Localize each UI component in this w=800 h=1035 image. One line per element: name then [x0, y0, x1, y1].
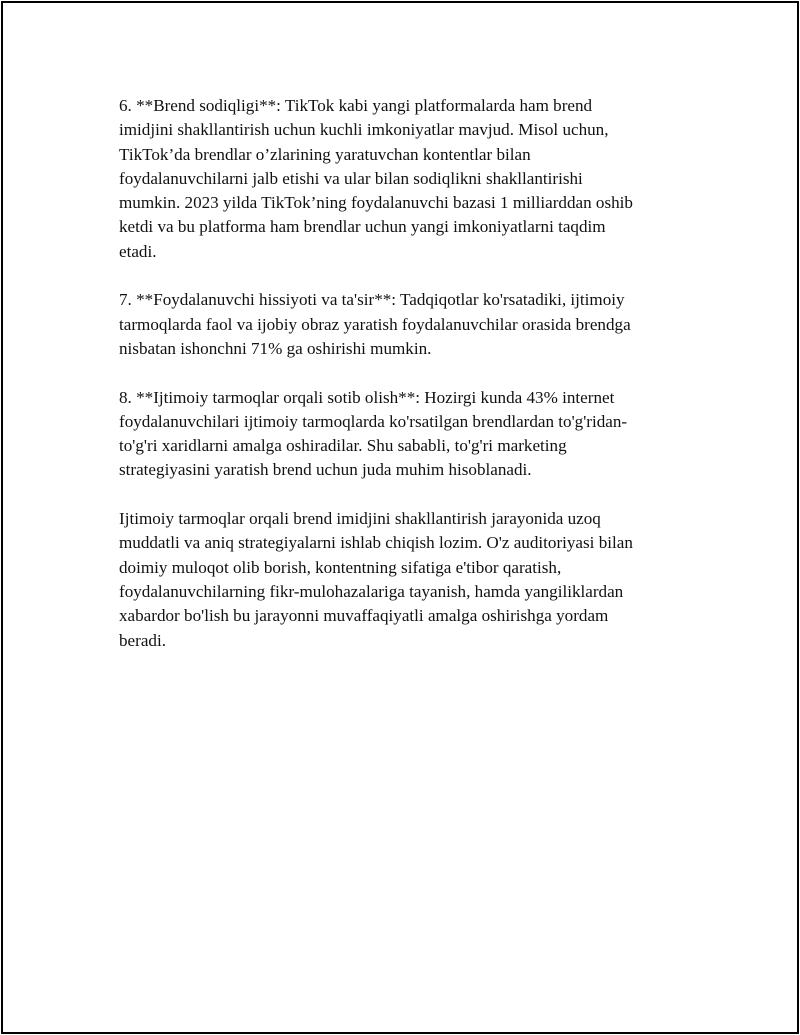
paragraph-conclusion: Ijtimoiy tarmoqlar orqali brend imidjini shakllantirish jarayonida uzoq muddatli va aniq strategiyalarni ishlab chiqish lozim. O'z auditoriyasi bilan doimiy muloqot olib borish, kontentning sifatiga e'tibor qaratish, foydalanuvchilarning fikr-mulohazalariga tayanish, hamda yangiliklardan xabardor bo'lish bu jarayonni muvaffaqiyatli amalga oshirishga yordam beradi.: [119, 509, 633, 650]
page-body: [119, 94, 689, 677]
paragraph-social-purchasing: 8. **Ijtimoiy tarmoqlar orqali sotib olish**: Hozirgi kunda 43% internet foydalanuvchilari ijtimoiy tarmoqlarda ko'rsatilgan brendlardan to'g'ridan- to'g'ri xaridlarni amalga oshiradilar. Shu sababli, to'g'ri marketing strategiyasini yaratish brend uchun juda muhim hisoblanadi.: [119, 387, 628, 480]
paragraph-user-sentiment: 7. **Foydalanuvchi hissiyoti va ta'sir**: Tadqiqotlar ko'rsatadiki, ijtimoiy tarmoqlarda faol va ijobiy obraz yaratish foydalanuvchilar orasida brendga nisbatan ishonchni 71% ga oshirishi mumkin.: [119, 290, 631, 358]
page-frame: [1, 1, 799, 1034]
paragraph-brand-loyalty: 6. **Brend sodiqligi**: TikTok kabi yangi platformalarda ham brend imidjini shakllantirish uchun kuchli imkoniyatlar mavjud. Misol uchun, TikTok’da brendlar o’zlarining yaratuvchan kontentlar bilan foydalanuvchilarni jalb etishi va ular bilan sodiqlikni shakllantirishi mumkin. 2023 yilda TikTok’ning foydalanuvchi bazasi 1 milliarddan oshib ketdi va bu platforma ham brendlar uchun yangi imkoniyatlarni taqdim etadi.: [119, 96, 633, 261]
